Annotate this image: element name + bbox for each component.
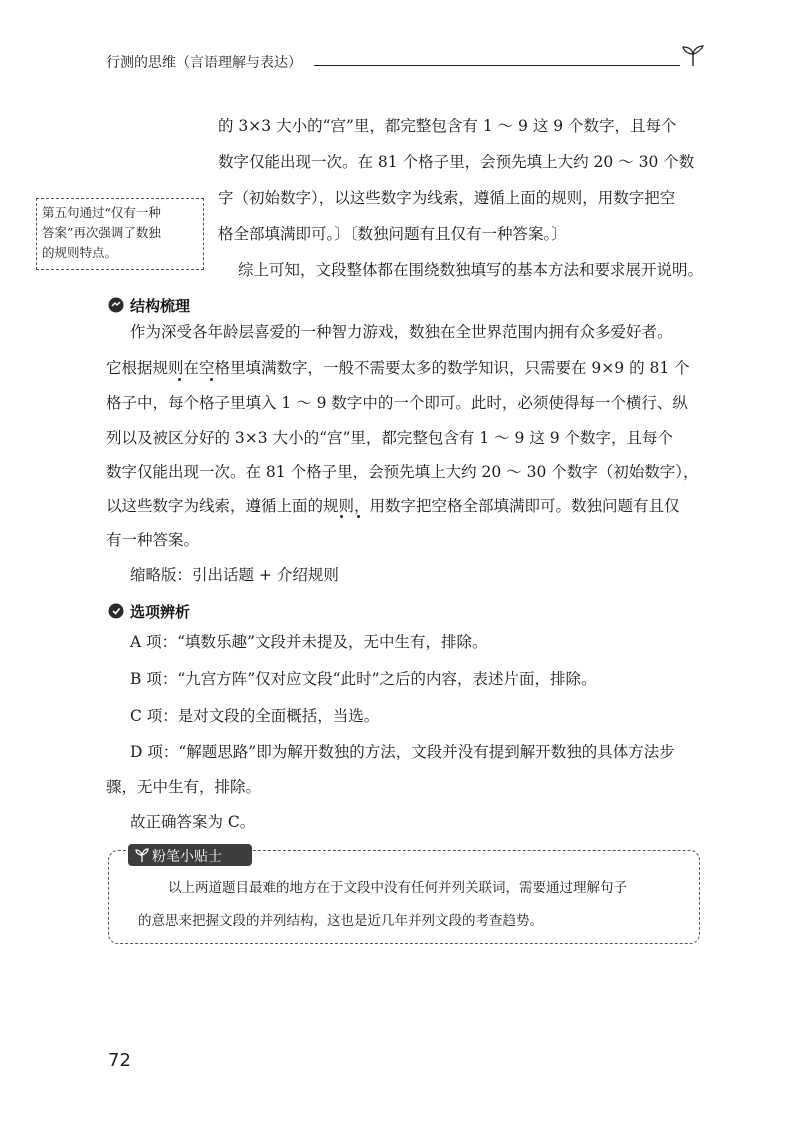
- structure-paragraph-line: 作为深受各年龄层喜爱的一种智力游戏，数独在全世界范围内拥有众多爱好者。: [130, 323, 673, 341]
- option-line: D 项：“解题思路”即为解开数独的方法，文段并没有提到解开数独的具体方法步: [130, 743, 675, 761]
- emphasis-dot: [178, 378, 181, 381]
- sprout-icon: [680, 44, 706, 68]
- option-line: A 项：“填数乐趣”文段并未提及，无中生有，排除。: [130, 633, 488, 651]
- structure-paragraph-line: 它根据规则在空格里填满数字，一般不需要太多的数学知识，只需要在 9×9 的 81 个: [106, 359, 690, 377]
- structure-brief: 缩略版：引出话题 + 介绍规则: [130, 566, 339, 584]
- structure-icon: [108, 297, 124, 313]
- option-line: B 项：“九宫方阵”仅对应文段“此时”之后的内容，表述片面，排除。: [130, 670, 597, 688]
- option-line: C 项：是对文段的全面概括，当选。: [130, 707, 380, 725]
- structure-paragraph-line: 列以及被区分好的 3×3 大小的“宫”里，都完整包含有 1 ～ 9 这 9 个数字，且每个: [106, 429, 674, 447]
- page-number: 72: [108, 1050, 131, 1071]
- structure-paragraph-line: 有一种答案。: [106, 531, 200, 549]
- emphasis-dot: [340, 515, 343, 518]
- emphasis-dot: [357, 515, 360, 518]
- emphasis-dot: [210, 378, 213, 381]
- tips-badge: [128, 844, 252, 866]
- sprout-icon: [134, 847, 150, 863]
- structure-paragraph-line: 以这些数字为线索，遵循上面的规则，用数字把空格全部填满即可。数独问题有且仅: [106, 497, 680, 515]
- top-paragraph-line: 格全部填满即可。〕〔数独问题有且仅有一种答案。〕: [218, 225, 567, 243]
- summary-text: 综上可知，文段整体都在围绕数独填写的基本方法和要求展开说明。: [238, 261, 704, 279]
- header-rule: [314, 65, 680, 66]
- option-line: 骤，无中生有，排除。: [106, 778, 262, 796]
- tips-line: 的意思来把握文段的并列结构，这也是近几年并列文段的考查趋势。: [138, 913, 543, 929]
- side-note-line: 的规则特点。: [42, 245, 118, 260]
- analysis-icon: [108, 603, 124, 619]
- header-title: 行测的思维（言语理解与表达）: [106, 55, 302, 71]
- top-paragraph-line: 数字仅能出现一次。在 81 个格子里，会预先填上大约 20 ～ 30 个数: [218, 153, 695, 171]
- structure-title: 结构梳理: [130, 297, 191, 315]
- side-note-line: 第五句通过“仅有一种: [42, 205, 161, 220]
- top-paragraph-line: 字（初始数字），以这些数字为线索，遵循上面的规则，用数字把空: [218, 189, 676, 207]
- answer-line: 故正确答案为 C。: [130, 813, 256, 831]
- structure-paragraph-line: 格子中，每个格子里填入 1 ～ 9 数字中的一个即可。此时，必须使得每一个横行、纵: [106, 394, 688, 412]
- running-header: [106, 50, 706, 74]
- side-note: [36, 198, 204, 270]
- side-note-line: 答案”再次强调了数独: [42, 225, 161, 240]
- top-paragraph-line: 的 3×3 大小的“宫”里，都完整包含有 1 ～ 9 这 9 个数字，且每个: [218, 117, 677, 135]
- tips-label: 粉笔小贴士: [152, 849, 222, 865]
- structure-paragraph-line: 数字仅能出现一次。在 81 个格子里，会预先填上大约 20 ～ 30 个数字（初始数字），: [106, 463, 699, 481]
- analysis-title: 选项辨析: [130, 603, 191, 621]
- tips-line: 以上两道题目最难的地方在于文段中没有任何并列关联词，需要通过理解句子: [168, 880, 627, 896]
